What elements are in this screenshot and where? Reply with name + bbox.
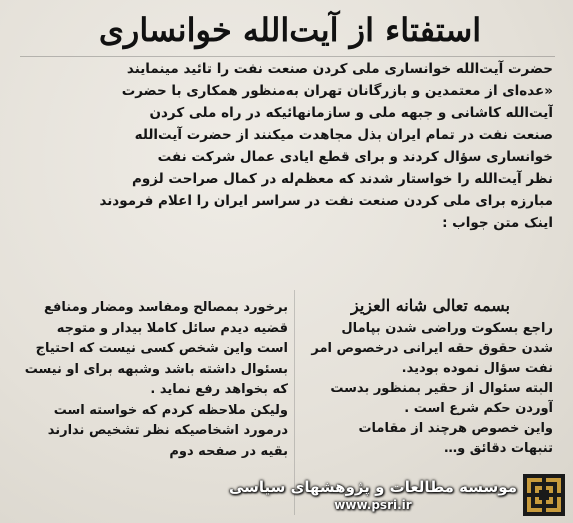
- watermark-text: [229, 477, 517, 513]
- column-line: راجع بسکوت وراضی شدن بپامال: [341, 321, 553, 336]
- column-line: ولیکن ملاحظه کردم که خواسته است: [53, 402, 288, 418]
- column-line: آوردن حکم شرع است .: [404, 401, 553, 416]
- institute-logo-icon: [523, 474, 565, 516]
- intro-line: صنعت نفت در تمام ایران بذل مجاهدت میکنند از حضرت آیت‌الله: [134, 127, 553, 143]
- intro-line: «عده‌ای از معتمدین و بازرگانان تهران به‌منظور همکاری با حضرت: [121, 83, 553, 99]
- intro-line: مبارزه برای ملی کردن صنعت نفت در سراسر ایران را اعلام فرمودند: [99, 193, 553, 209]
- column-line: شدن حقوق حقه ایرانی درخصوص امر: [311, 341, 553, 356]
- left-column: [18, 298, 288, 462]
- intro-paragraph: [18, 58, 553, 234]
- watermark: [229, 473, 565, 517]
- column-line: البته سئوال از حقیر بمنظور بدست: [330, 381, 553, 396]
- headline: استفتاء از آیت‌الله خوانساری: [98, 11, 482, 49]
- column-line: تنبهات دقائق و…: [444, 441, 553, 456]
- intro-line: خوانساری سؤال کردند و برای قطع ایادی عمال شرکت نفت: [157, 149, 553, 165]
- column-heading: بسمه تعالی شانه العزیز: [351, 296, 510, 315]
- intro-line: اینک متن جواب :: [442, 215, 553, 231]
- column-line: بقیه در صفحه دوم: [169, 443, 288, 459]
- intro-line: آیت‌الله کاشانی و جبهه ملی و سازمانهائیکه در راه ملی کردن: [149, 105, 553, 121]
- column-line: نفت سؤال نموده بودید.: [401, 361, 553, 376]
- column-line: واین خصوص هرچند از مقامات: [358, 421, 553, 436]
- watermark-url: www.psri.ir: [334, 498, 412, 512]
- watermark-name: موسسه مطالعات و پژوهشهای سیاسی: [228, 478, 517, 496]
- column-line: است واین شخص کسی نیست که احتیاج: [35, 341, 288, 356]
- column-line: بسئوال داشته باشد وشبهه برای او نیست: [24, 361, 288, 377]
- column-line: درمورد اشخاصیکه نظر تشخیص ندارند: [47, 423, 288, 438]
- intro-line: حضرت آیت‌الله خوانساری ملی کردن صنعت نفت را تائید مینمایند: [126, 61, 553, 77]
- column-line: که بخواهد رفع نماید .: [150, 382, 288, 397]
- intro-line: نظر آیت‌الله را خواستار شدند که معظم‌له در کمال صراحت لزوم: [131, 171, 553, 187]
- right-column: [308, 295, 553, 459]
- headline-rule: [20, 56, 555, 57]
- column-line: قضیه دیدم سائل کاملا بیدار و متوجه: [56, 320, 288, 336]
- column-line: برخورد بمصالح ومفاسد ومضار ومنافع: [44, 300, 288, 315]
